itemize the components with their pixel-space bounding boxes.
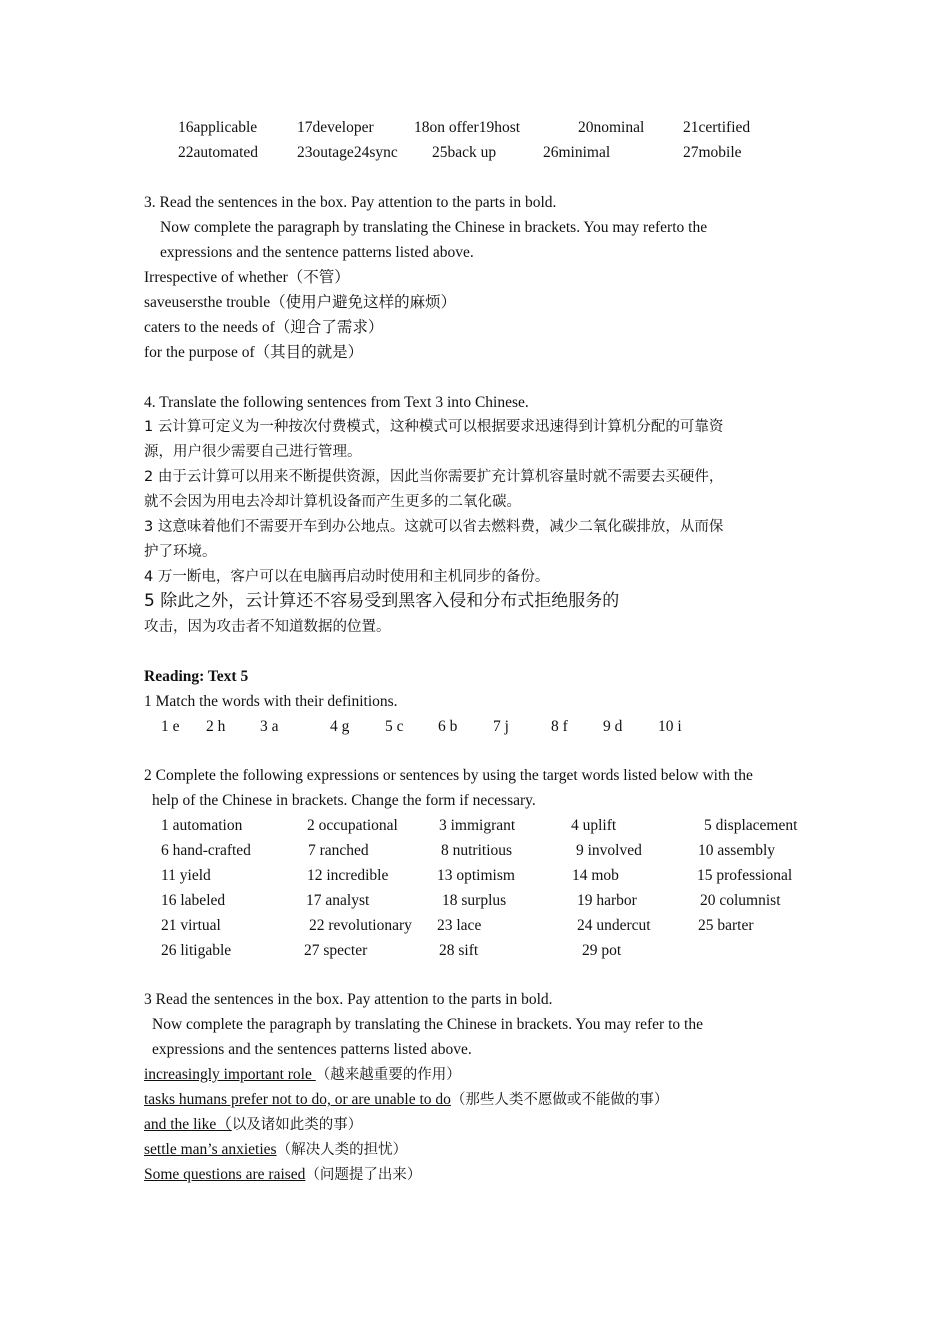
word-cell: 14 mob (572, 867, 619, 884)
answer-line: for the purpose of（其目的就是） (144, 344, 364, 361)
match-answer: 4 g (330, 718, 350, 735)
answer-line (144, 1139, 407, 1161)
word-cell: 3 immigrant (439, 817, 516, 834)
answer-line (144, 1164, 421, 1186)
word-cell: 4 uplift (571, 817, 617, 834)
match-answer: 2 h (206, 718, 226, 735)
word-cell: 19 harbor (577, 892, 637, 909)
translation-line: 3 这意味着他们不需要开车到办公地点。这就可以省去燃料费，减少二氧化碳排放，从而保 (144, 519, 724, 535)
answer-cell: 18on offer19host (414, 119, 521, 136)
word-cell: 12 incredible (307, 867, 389, 884)
question-title: 2 Complete the following expressions or sentences by using the target words listed below with the (144, 767, 753, 784)
match-answer: 1 e (161, 718, 180, 735)
word-cell: 13 optimism (437, 867, 515, 884)
answer-phrase: and the like（ (144, 1116, 232, 1133)
instruction: Now complete the paragraph by translating the Chinese in brackets. You may refer to the (152, 1016, 703, 1033)
answer-cell: 20nominal (578, 119, 645, 136)
word-cell: 6 hand-crafted (161, 842, 251, 859)
match-answer: 10 i (658, 718, 682, 735)
answer-phrase: tasks humans prefer not to do, or are unable to do (144, 1091, 451, 1108)
instruction: Now complete the paragraph by translating the Chinese in brackets. You may referto the (160, 219, 708, 236)
answer-cell: 25back up (432, 144, 497, 161)
answer-cell: 16applicable (178, 119, 258, 136)
answer-cell: 17developer (297, 119, 374, 136)
match-answer: 5 c (385, 718, 404, 735)
word-cell: 28 sift (439, 942, 479, 959)
word-cell: 29 pot (582, 942, 622, 959)
word-cell: 23 lace (437, 917, 482, 934)
reading-heading: Reading: Text 5 (144, 668, 249, 685)
answer-cell: 21certified (683, 119, 751, 136)
answer-line (144, 1064, 461, 1086)
word-cell: 11 yield (161, 867, 211, 884)
word-cell: 16 labeled (161, 892, 226, 909)
word-cell: 2 occupational (307, 817, 398, 834)
word-cell: 17 analyst (306, 892, 370, 909)
answer-cell: 27mobile (683, 144, 742, 161)
answer-line (144, 1114, 362, 1136)
word-cell: 20 columnist (700, 892, 781, 909)
answer-cell: 26minimal (543, 144, 611, 161)
word-cell: 22 revolutionary (309, 917, 412, 934)
translation-line: 5 除此之外，云计算还不容易受到黑客入侵和分布式拒绝服务的 (144, 591, 620, 611)
section-title: 4. Translate the following sentences from Text 3 into Chinese. (144, 394, 529, 411)
word-cell: 10 assembly (698, 842, 776, 859)
match-answer: 8 f (551, 718, 568, 735)
translation-line: 源，用户很少需要自己进行管理。 (144, 444, 362, 460)
word-cell: 1 automation (161, 817, 243, 834)
word-cell: 7 ranched (308, 842, 369, 859)
answer-cell: 23outage24sync (297, 144, 398, 161)
word-cell: 8 nutritious (441, 842, 513, 859)
translation-line: 1 云计算可定义为一种按次付费模式，这种模式可以根据要求迅速得到计算机分配的可靠资 (144, 419, 724, 435)
instruction: expressions and the sentence patterns listed above. (160, 244, 474, 261)
answer-cell: 22automated (178, 144, 259, 161)
word-cell: 15 professional (697, 867, 793, 884)
answer-gloss: （解决人类的担忧） (276, 1142, 408, 1158)
answer-gloss: （越来越重要的作用） (315, 1067, 461, 1083)
answer-gloss: （那些人类不愿做或不能做的事） (450, 1092, 669, 1108)
word-cell: 9 involved (576, 842, 642, 859)
match-answer: 7 j (493, 718, 509, 735)
match-answer: 3 a (260, 718, 279, 735)
answer-line: saveusersthe trouble（使用户避免这样的麻烦） (144, 294, 457, 311)
word-cell: 26 litigable (161, 942, 232, 959)
answer-gloss: （问题提了出来） (305, 1167, 422, 1183)
question-title: 1 Match the words with their definitions. (144, 693, 398, 710)
match-answer: 6 b (438, 718, 458, 735)
instruction: expressions and the sentences patterns listed above. (152, 1041, 472, 1058)
answer-phrase: increasingly important role (144, 1066, 316, 1083)
word-cell: 21 virtual (161, 917, 221, 934)
translation-line: 护了环境。 (144, 544, 217, 560)
translation-line: 攻击，因为攻击者不知道数据的位置。 (144, 619, 391, 635)
question-title: help of the Chinese in brackets. Change the form if necessary. (152, 792, 536, 809)
question-title: 3 Read the sentences in the box. Pay attention to the parts in bold. (144, 991, 553, 1008)
answer-line: Irrespective of whether（不管） (144, 269, 350, 286)
word-cell: 5 displacement (704, 817, 798, 834)
answer-phrase: settle man’s anxieties (144, 1141, 277, 1158)
answer-phrase: Some questions are raised (144, 1166, 306, 1183)
answer-line: caters to the needs of（迎合了需求） (144, 319, 384, 336)
match-answer: 9 d (603, 718, 623, 735)
answer-gloss: 以及诸如此类的事） (231, 1117, 363, 1133)
word-cell: 18 surplus (442, 892, 507, 909)
section-title: 3. Read the sentences in the box. Pay attention to the parts in bold. (144, 194, 557, 211)
word-cell: 25 barter (698, 917, 754, 934)
translation-line: 2 由于云计算可以用来不断提供资源，因此当你需要扩充计算机容量时就不需要去买硬件， (144, 469, 724, 485)
translation-line: 就不会因为用电去冷却计算机设备而产生更多的二氧化碳。 (144, 494, 521, 510)
answer-line (144, 1089, 668, 1111)
translation-line: 4 万一断电，客户可以在电脑再启动时使用和主机同步的备份。 (144, 569, 550, 585)
word-cell: 24 undercut (577, 917, 651, 934)
word-cell: 27 specter (304, 942, 368, 959)
